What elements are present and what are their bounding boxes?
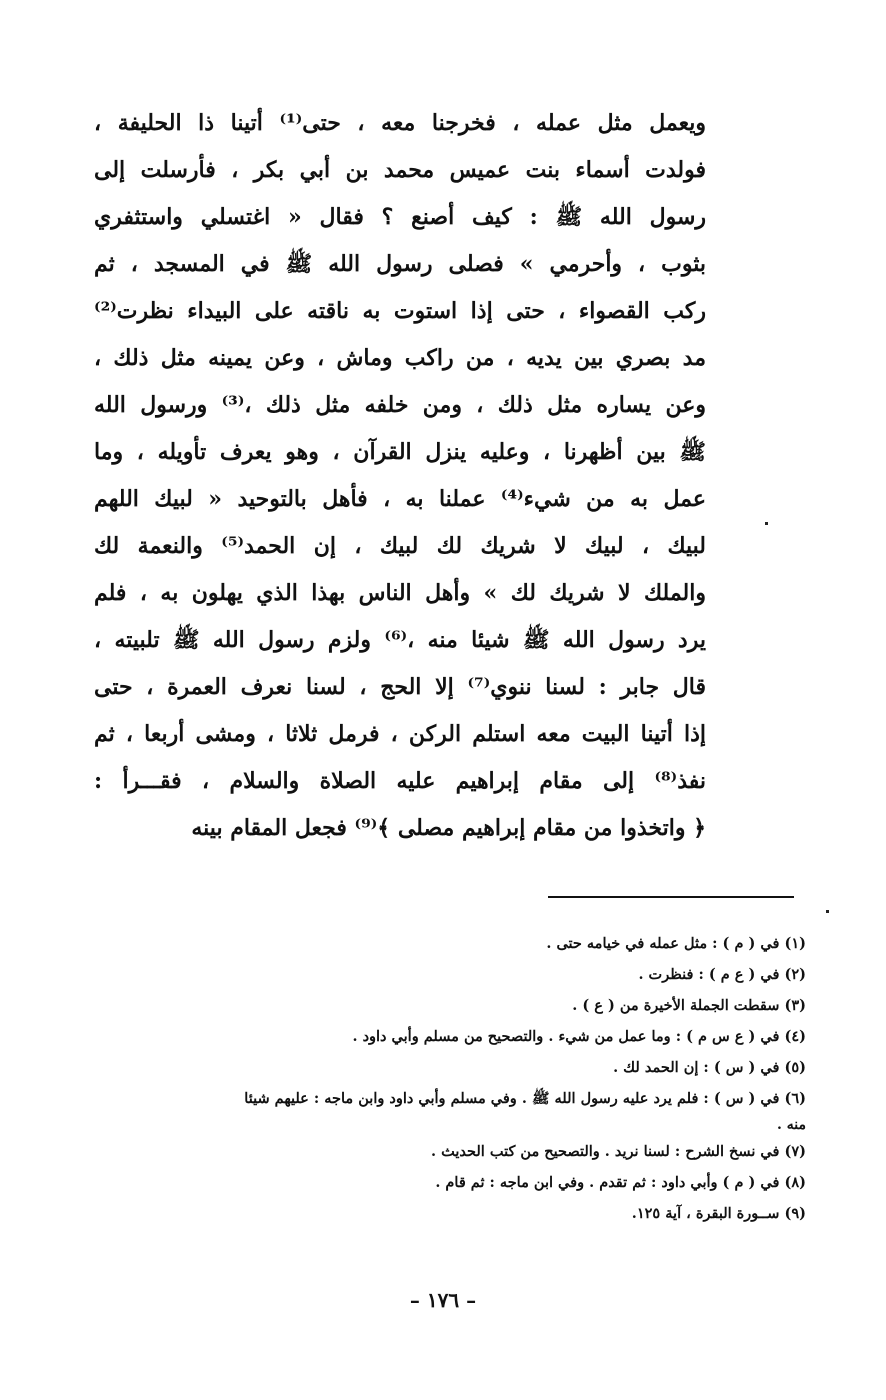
- footnote-3: (٣) سقطت الجملة الأخيرة من ( ع ) .: [572, 997, 806, 1014]
- text-line: ركب القصواء ، حتى إذا استوت به ناقته على البيداء نظرت⁽²⁾: [94, 298, 706, 324]
- text-line: مد بصري بين يديه ، من راكب وماش ، وعن يمينه مثل ذلك ،: [94, 345, 706, 371]
- text-line: نفذ⁽⁸⁾ إلى مقام إبراهيم عليه الصلاة والسلام ، فقـــرأ :: [94, 768, 706, 794]
- text-line: بثوب ، وأحرمي » فصلى رسول الله ﷺ في المسجد ، ثم: [94, 251, 706, 277]
- text-line: ﴿ واتخذوا من مقام إبراهيم مصلى ﴾⁽⁹⁾ فجعل المقام بينه: [191, 815, 706, 841]
- text-line: ﷺ بين أظهرنا ، وعليه ينزل القرآن ، وهو يعرف تأويله ، وما: [94, 439, 706, 465]
- footnote-4: (٤) في ( ع س م ) : وما عمل من شيء . والتصحيح من مسلم وأبي داود .: [352, 1028, 806, 1045]
- text-line: والملك لا شريك لك » وأهل الناس بهذا الذي يهلون به ، فلم: [94, 580, 706, 606]
- main-text-block: [94, 100, 706, 852]
- page-number: – ١٧٦ –: [409, 1288, 477, 1312]
- text-line: وعن يساره مثل ذلك ، ومن خلفه مثل ذلك ،⁽³⁾ ورسول الله: [94, 392, 706, 418]
- text-line: ويعمل مثل عمله ، فخرجنا معه ، حتى⁽¹⁾ أتينا ذا الحليفة ،: [94, 110, 706, 136]
- footnote-5: (٥) في ( س ) : إن الحمد لك .: [613, 1059, 806, 1076]
- text-line: رسول الله ﷺ : كيف أصنع ؟ فقال « اغتسلي واستثفري: [94, 204, 706, 230]
- text-line: فولدت أسماء بنت عميس محمد بن أبي بكر ، فأرسلت إلى: [94, 157, 706, 183]
- text-line: لبيك ، لبيك لا شريك لك لبيك ، إن الحمد⁽⁵⁾ والنعمة لك: [94, 533, 706, 559]
- footnote-7: (٧) في نسخ الشرح : لسنا نريد . والتصحيح من كتب الحديث .: [431, 1143, 806, 1160]
- footnote-9: (٩) ســورة البقرة ، آية ١٢٥.: [631, 1205, 806, 1222]
- scan-speck: [765, 522, 768, 525]
- text-line: عمل به من شيء⁽⁴⁾ عملنا به ، فأهل بالتوحيد « لبيك اللهم: [94, 486, 706, 512]
- footnote-1: (١) في ( م ) : مثل عمله في خيامه حتى .: [546, 935, 806, 952]
- footnote-2: (٢) في ( ع م ) : فنظرت .: [638, 966, 806, 983]
- text-line: يرد رسول الله ﷺ شيئا منه ،⁽⁶⁾ ولزم رسول الله ﷺ تلبيته ،: [94, 627, 706, 653]
- footnotes-block: [100, 928, 806, 1229]
- text-line: إذا أتينا البيت معه استلم الركن ، فرمل ثلاثا ، ومشى أربعا ، ثم: [94, 721, 706, 747]
- footnote-6-continuation: منه .: [777, 1117, 806, 1133]
- text-line: قال جابر : لسنا ننوي⁽⁷⁾ إلا الحج ، لسنا نعرف العمرة ، حتى: [94, 674, 706, 700]
- footnote-separator: [548, 896, 794, 898]
- scan-speck: [826, 910, 829, 913]
- footnote-8: (٨) في ( م ) وأبي داود : ثم تقدم . وفي ابن ماجه : ثم قام .: [435, 1174, 806, 1191]
- footnote-6: (٦) في ( س ) : فلم يرد عليه رسول الله ﷺ . وفي مسلم وأبي داود وابن ماجه : عليهم شيئا: [244, 1090, 806, 1107]
